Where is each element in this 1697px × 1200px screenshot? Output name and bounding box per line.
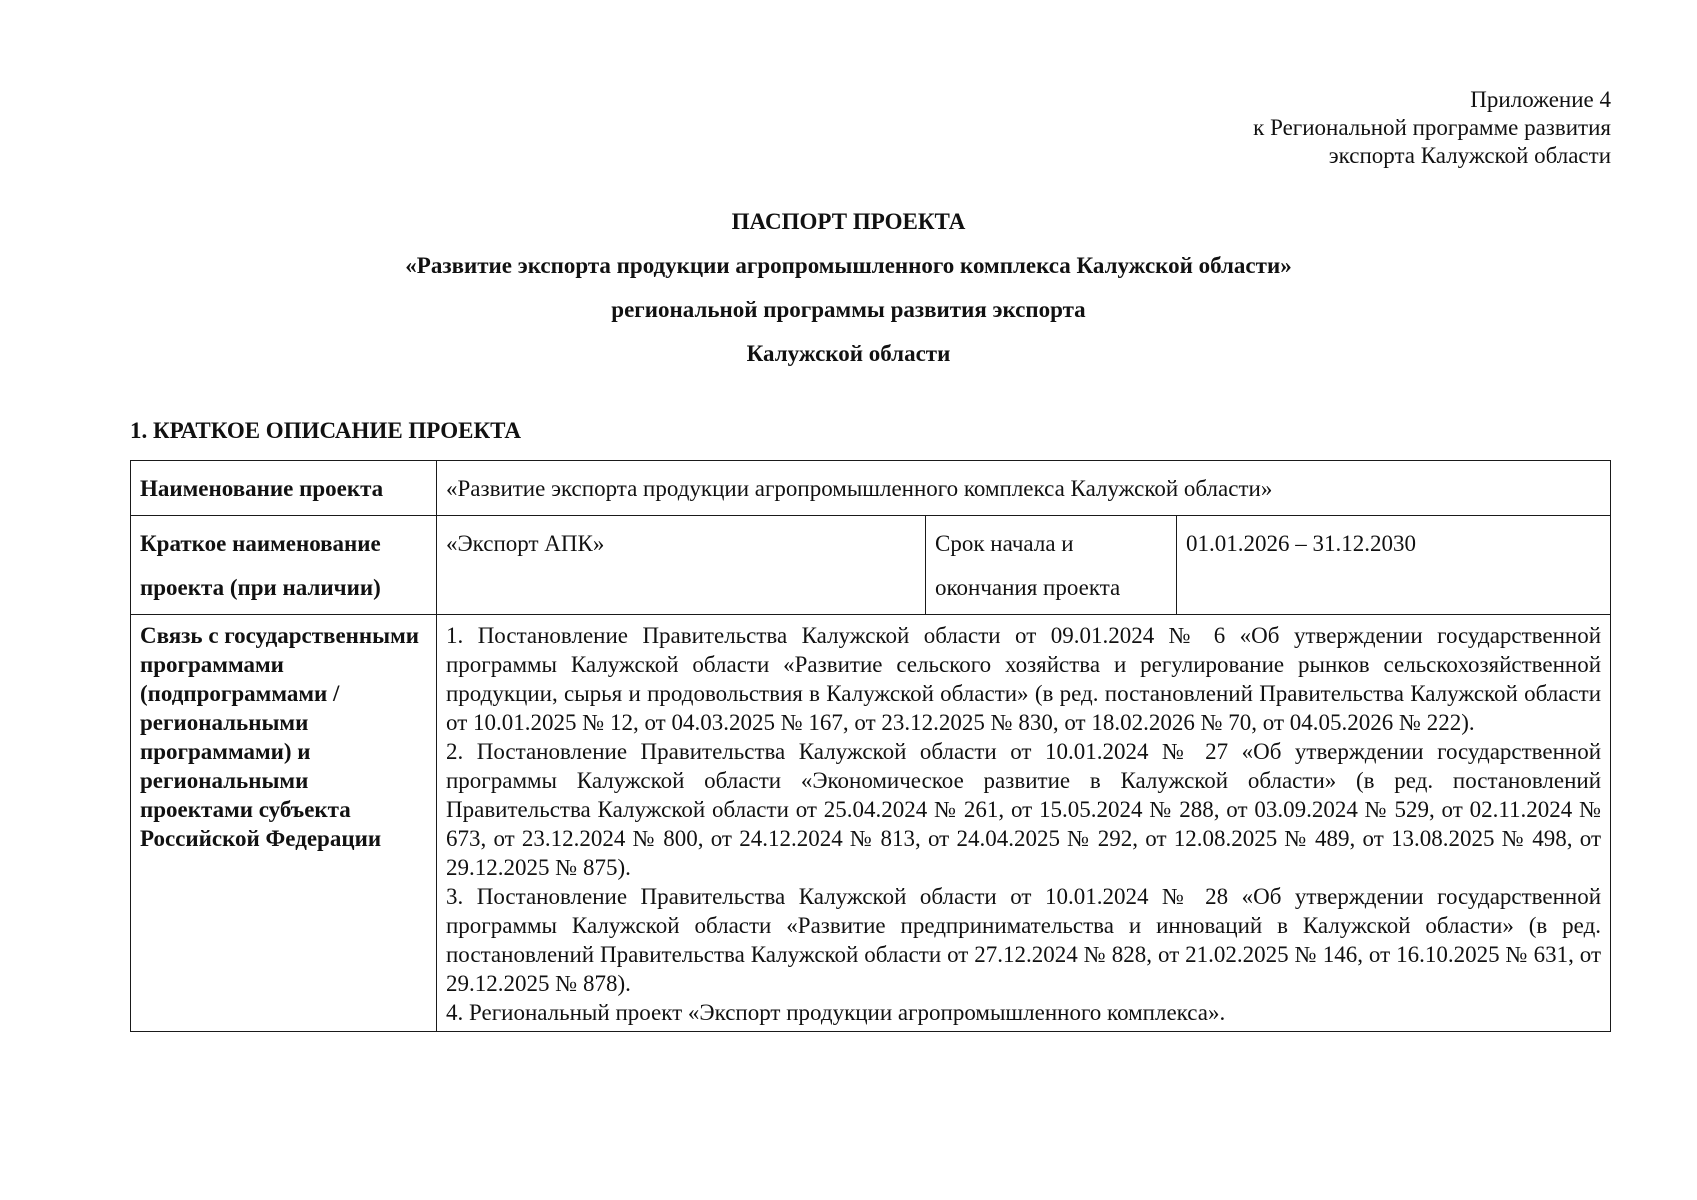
program-item-4: 4. Региональный проект «Экспорт продукции агропромышленного комплекса». <box>446 1000 1226 1025</box>
program-item-2: 2. Постановление Правительства Калужской области от 10.01.2024 № 27 «Об утверждении государственной программы Калужской области «Экономическое развитие в Калужской области» (в ред. постановлений Правительства Калужской области от 25.04.2024 № 261, от 15.05.2024 № 288, от 03.09.2024 № 529, от 02.11.2024 № 673, от 23.12.2024 № 800, от 24.12.2024 № 813, от 24.04.2025 № 292, от 12.08.2025 № 489, от 13.08.2025 № 498, от 29.12.2025 № 875). <box>446 739 1602 880</box>
table-row-programs-link <box>131 615 1611 1032</box>
programs-link-label: Связь с государственными программами (подпрограммами / региональными программами) и региональными проектами субъекта Российской Федерации <box>131 615 437 1032</box>
region-title: Калужской области <box>746 341 951 366</box>
table-row-project-name <box>131 461 1611 516</box>
short-name-value: «Экспорт АПК» <box>437 516 926 615</box>
term-value: 01.01.2026 – 31.12.2030 <box>1177 516 1611 615</box>
document-title-block <box>0 200 1697 376</box>
annex-line-2: к Региональной программе развития <box>1253 115 1611 140</box>
project-title: «Развитие экспорта продукции агропромышленного комплекса Калужской области» <box>405 253 1292 278</box>
project-name-label: Наименование проекта <box>131 461 437 516</box>
programs-link-value <box>437 615 1611 1032</box>
table-row-short-name <box>131 516 1611 615</box>
program-item-3: 3. Постановление Правительства Калужской области от 10.01.2024 № 28 «Об утверждении государственной программы Калужской области «Развитие предпринимательства и инноваций в Калужской области» (в ред. постановлений Правительства Калужской области от 27.12.2024 № 828, от 21.02.2025 № 146, от 16.10.2025 № 631, от 29.12.2025 № 878). <box>446 884 1602 996</box>
short-name-label: Краткое наименование проекта (при наличии) <box>131 516 437 615</box>
project-passport-table <box>130 460 1611 1032</box>
annex-line-3: экспорта Калужской области <box>1328 143 1611 168</box>
annex-block <box>1253 86 1611 170</box>
program-item-1: 1. Постановление Правительства Калужской области от 09.01.2024 № 6 «Об утверждении государственной программы Калужской области «Развитие сельского хозяйства и регулирование рынков сельскохозяйственной продукции, сырья и продовольствия в Калужской области» (в ред. постановлений Правительства Калужской области от 10.01.2025 № 12, от 04.03.2025 № 167, от 23.12.2025 № 830, от 18.02.2026 № 70, от 04.05.2026 № 222). <box>446 623 1602 735</box>
document-title: ПАСПОРТ ПРОЕКТА <box>731 209 966 234</box>
term-label: Срок начала и окончания проекта <box>926 516 1177 615</box>
project-name-value: «Развитие экспорта продукции агропромышленного комплекса Калужской области» <box>437 461 1611 516</box>
annex-line-1: Приложение 4 <box>1470 87 1611 112</box>
section-heading: 1. КРАТКОЕ ОПИСАНИЕ ПРОЕКТА <box>130 418 521 443</box>
program-title: региональной программы развития экспорта <box>611 297 1086 322</box>
